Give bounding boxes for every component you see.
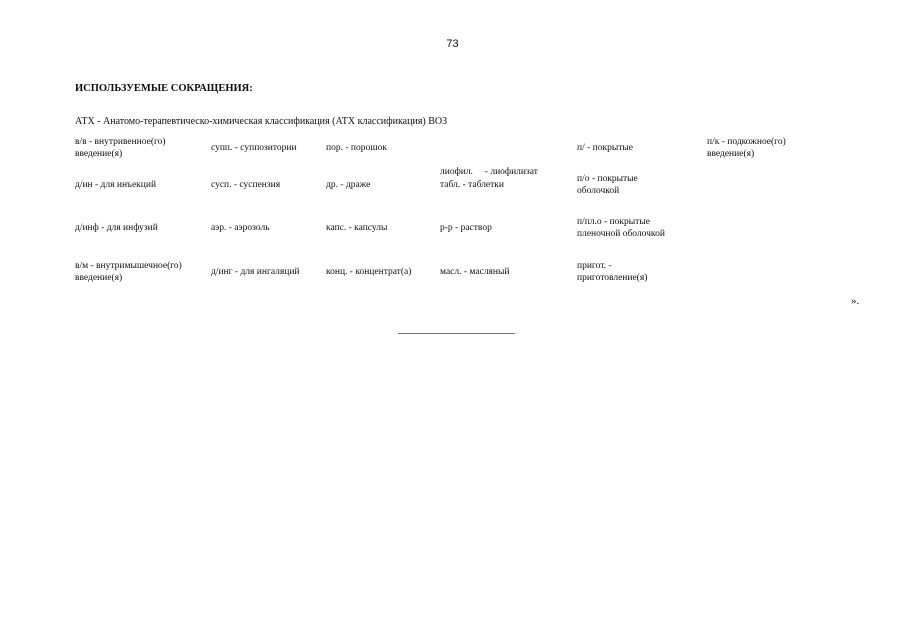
abbreviations-table xyxy=(75,134,815,289)
abbreviation-entry: п/ - покрытые xyxy=(577,143,633,153)
abbreviation-entry: супп. - суппозитории xyxy=(211,143,297,153)
abbreviation-entry: в/в - внутривенное(го) введение(я) xyxy=(75,137,166,159)
abbreviation-entry: капс. - капсулы xyxy=(326,223,388,233)
closing-quote-mark: ». xyxy=(851,295,860,307)
abbreviation-entry: конц. - концентрат(а) xyxy=(326,267,412,277)
footnote-separator xyxy=(398,333,515,334)
abbreviation-entry: п/пл.о - покрытые пленочной оболочкой xyxy=(577,217,665,239)
abbreviation-entry: сусп. - суспензия xyxy=(211,180,281,190)
atc-definition: АТХ - Анатомо-терапевтическо-химическая классификация (АТХ классификация) ВОЗ xyxy=(75,116,448,127)
abbreviation-entry: лиофил. - лиофилизат xyxy=(440,167,538,177)
abbreviation-entry: пригот. - приготовление(я) xyxy=(577,261,648,283)
abbreviation-entry: р-р - раствор xyxy=(440,223,492,233)
abbreviation-entry: п/о - покрытые оболочкой xyxy=(577,174,638,196)
abbreviation-entry: п/к - подкожное(го) введение(я) xyxy=(707,137,786,159)
abbreviation-entry: аэр. - аэрозоль xyxy=(211,223,270,233)
abbreviation-entry: табл. - таблетки xyxy=(440,180,504,190)
abbreviation-entry: в/м - внутримышечное(го) введение(я) xyxy=(75,261,182,283)
page-number: 73 xyxy=(446,38,459,50)
abbreviation-entry: д/ин - для инъекций xyxy=(75,180,157,190)
abbreviation-entry: д/инф - для инфузий xyxy=(75,223,158,233)
abbreviation-entry: масл. - масляный xyxy=(440,267,510,277)
abbreviation-entry: пор. - порошок xyxy=(326,143,387,153)
section-heading: ИСПОЛЬЗУЕМЫЕ СОКРАЩЕНИЯ: xyxy=(75,83,253,94)
abbreviation-entry: др. - драже xyxy=(326,180,371,190)
abbreviation-entry: д/инг - для ингаляций xyxy=(211,267,300,277)
